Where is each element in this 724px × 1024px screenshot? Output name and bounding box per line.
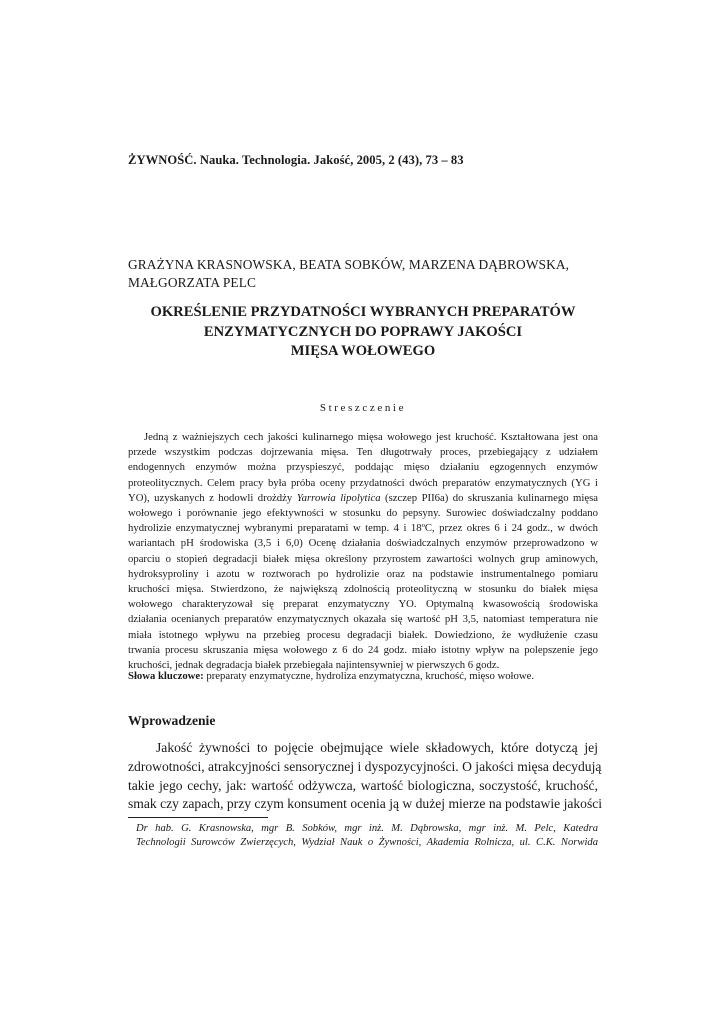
- intro-line: takie jego cechy, jak: wartość odżywcza, wartość biologiczna, soczystość, kruchość,: [128, 777, 598, 793]
- author-list: [128, 256, 598, 292]
- intro-line: smak czy zapach, przy czym konsument ocenia ją w dużej mierze na podstawie jakości: [128, 796, 603, 812]
- abstract-line-end: (szczep PII6a) do skruszania kulinarnego mięsa: [380, 491, 598, 504]
- abstract-line: Jedną z ważniejszych cech jakości kulinarnego mięsa wołowego jest kruchość. Kształtowana jest ona: [144, 431, 598, 443]
- keywords-label: Słowa kluczowe:: [128, 670, 204, 682]
- intro-paragraph: [128, 739, 603, 814]
- abstract-heading: Streszczenie: [319, 402, 407, 414]
- abstract-line: przede wszystkim podczas dojrzewania mięsa. Ten długotrwały proces, przebiegający z udziałem: [128, 446, 598, 459]
- footnote-line: Technologii Surowców Zwierzęcych, Wydział Nauk o Żywności, Akademia Rolnicza, ul. C.K. Norwida: [136, 837, 598, 849]
- keywords-text: preparaty enzymatyczne, hydroliza enzymatyczna, kruchość, mięso wołowe.: [203, 670, 534, 682]
- abstract-line: wołowego charakteryzował się preparat enzymatyczny YO. Optymalną kwasowością środowiska: [128, 598, 598, 611]
- keywords: [128, 669, 598, 684]
- article-title: [128, 303, 598, 362]
- author-affiliation-footnote: [128, 822, 598, 851]
- abstract-line: proteolitycznych. Celem pracy była próba oceny przydatności dwóch preparatów enzymatycznych (YG i: [128, 476, 598, 489]
- abstract-line: [128, 491, 598, 506]
- abstract-line: wariantach pH środowiska (3,5 i 6,0) Ocenę działania doświadczalnych enzymów przeprowadzono w: [128, 537, 598, 550]
- author-line: MAŁGORZATA PELC: [128, 275, 257, 290]
- author-line: GRAŻYNA KRASNOWSKA, BEATA SOBKÓW, MARZENA DĄBROWSKA,: [128, 257, 570, 272]
- abstract-line: kruchości, jednak degradacja białek przebiegała najintensywniej w pierwszych 6 godz.: [128, 659, 500, 672]
- species-name: Yarrowia lipolytica: [296, 491, 381, 504]
- title-line: OKREŚLENIE PRZYDATNOŚCI WYBRANYCH PREPARATÓW: [150, 304, 576, 320]
- abstract-line: miała istotnego wpływu na przebieg procesu degradacji białek. Dowiedziono, że wydłużenie czasu: [128, 628, 598, 641]
- intro-line: zdrowotności, atrakcyjności sensorycznej i dyspozycyjności. O jakości mięsa decydują: [128, 758, 602, 774]
- abstract-line: wołowego i porównanie jego efektywności w stosunku do pepsyny. Surowiec doświadczalny poddano: [128, 507, 598, 520]
- footnote-line: Dr hab. G. Krasnowska, mgr B. Sobków, mgr inż. M. Dąbrowska, mgr inż. M. Pelc, Katedra: [136, 823, 598, 834]
- section-heading: Wprowadzenie: [128, 713, 216, 728]
- abstract-line-start: YO), uzyskanych z hodowli drożdży: [128, 491, 297, 504]
- abstract-line: trwania procesu skruszania mięsa wołowego z 6 do 24 godz. miało istotny wpływ na polepszenie jego: [128, 643, 598, 656]
- title-line: ENZYMATYCZNYCH DO POPRAWY JAKOŚCI: [203, 323, 523, 340]
- abstract-line: działania ocenianych preparatów enzymatycznych okazała się wartość pH 3,5, natomiast temperatura nie: [128, 613, 598, 626]
- abstract-line: endogennych enzymów można przyspieszyć, poddając mięso działaniu egzogennych enzymów: [128, 461, 598, 474]
- abstract-line: oparciu o stopień degradacji białek mięsa określony przyrostem zawartości wolnych grup aminowych,: [128, 552, 598, 565]
- footnote-divider: [128, 817, 268, 818]
- abstract-body: [128, 430, 598, 673]
- abstract-line: hydrolizie enzymatycznej wybranymi preparatami w temp. 4 i 18ºC, przez okres 6 i 24 godz., w dwóch: [128, 522, 598, 535]
- abstract-line: kruchości mięsa. Stwierdzono, że największą zdolnością proteolityczną w stosunku do białek mięsa: [128, 583, 598, 596]
- intro-line: Jakość żywności to pojęcie obejmujące wiele składowych, które dotyczą jej: [156, 740, 598, 755]
- journal-header: ŻYWNOŚĆ. Nauka. Technologia. Jakość, 2005, 2 (43), 73 – 83: [128, 153, 464, 167]
- abstract-line: hydroksyproliny i azotu w roztworach po hydrolizie oraz na podstawie instrumentalnego pomiaru: [128, 567, 598, 580]
- title-line: MIĘSA WOŁOWEGO: [290, 343, 436, 359]
